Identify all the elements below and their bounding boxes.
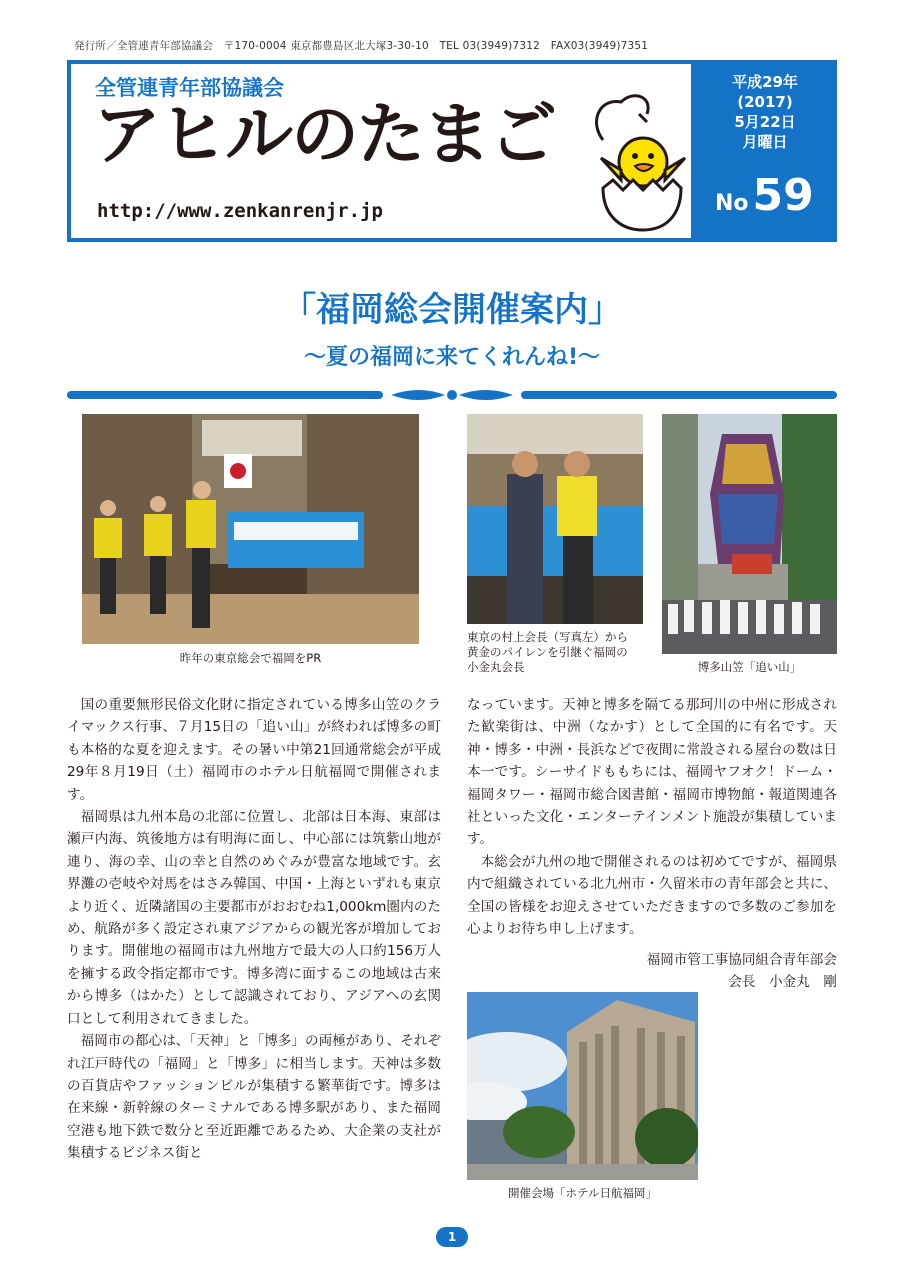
handover-photo: [467, 414, 643, 624]
date-era: 平成29年: [732, 73, 798, 91]
issue-value: 59: [752, 170, 814, 221]
paragraph-2: 福岡県は九州本島の北部に位置し、北部は日本海、東部は瀬戸内海、筑後地方は有明海に面し、中心部には筑紫山地が連り、海の幸、山の幸と自然のめぐみが豊富な地域です。玄界灘の壱岐や対馬をはさみ韓国、中国・上海といずれも東京より近く、近隣諸国の主要都市がおおむね1,000km圏内のため、航路が多く設定され東アジアからの観光客が増加しております。開催地の福岡市は九州地方で最大の人口約156万人を擁する政令指定都市です。博多湾に面するこの地域は古来から博多（はかた）として認識されており、アジアへの玄関口として利用されてきました。: [67, 809, 441, 1027]
section-divider: [67, 387, 837, 403]
issue-number: [715, 170, 814, 221]
paragraph-3: 福岡市の都心は、「天神」と「博多」の両極があり、それぞれ江戸時代の「福岡」と「博多」に相当します。天神は多数の百貨店やファッションビルが集積する繁華街です。博多は在来線・新幹線のターミナルである博多駅があり、また福岡空港も地下鉄で数分と至近距離であるため、大企業の支社が集積するビジネス街と: [67, 1033, 441, 1162]
paragraph-4: なっています。天神と博多を隔てる那珂川の中州に形成された歓楽街は、中洲（なかす）として全国的に有名です。天神・博多・中洲・長浜などで夜間に常設される屋台の数は日本一です。シーサイドももちには、福岡ヤフオク！ドーム・福岡タワー・福岡市総合図書館・福岡市博物館・報道関連各社といった文化・エンターテインメント施設が集積しています。: [467, 697, 837, 848]
article-subhead: ～夏の福岡に来てくれんね!～: [303, 345, 601, 370]
hotel-photo-caption: 開催会場「ホテル日航福岡」: [508, 1186, 657, 1200]
signature-name: 会長 小金丸 剛: [728, 974, 837, 990]
org-name: 全管連青年部協議会: [95, 76, 284, 100]
tokyo-photo-caption: 昨年の東京総会で福岡をPR: [179, 651, 322, 665]
chick-egg-icon: [581, 84, 693, 234]
date-day: 5月22日: [734, 113, 796, 131]
page-number: 1: [436, 1227, 468, 1247]
yamakasa-photo: [662, 414, 837, 654]
masthead-panel: [71, 64, 691, 238]
handover-caption-line-3: 小金丸会長: [467, 660, 525, 674]
website-url[interactable]: http://www.zenkanrenjr.jp: [97, 200, 383, 222]
issue-date: [697, 72, 833, 152]
article-body-right: [467, 694, 837, 940]
tokyo-convention-photo: [82, 414, 419, 644]
hotel-photo: [467, 992, 698, 1180]
handover-caption-line-1: 東京の村上会長（写真左）から: [467, 630, 628, 644]
handover-photo-caption: [467, 630, 653, 675]
article-body-left: [67, 694, 441, 1165]
paragraph-1: 国の重要無形民俗文化財に指定されている博多山笠のクライマックス行事、７月15日の「追い山」が終われば博多の町も本格的な夏を迎えます。その暑い中第21回通常総会が平成29年８月19日（土）福岡市のホテル日航福岡で開催されます。: [67, 697, 441, 803]
newsletter-title: アヒルのたまご: [93, 96, 556, 175]
yamakasa-photo-caption: 博多山笠「追い山」: [697, 660, 802, 674]
signature-org: 福岡市管工事協同組合青年部会: [646, 952, 837, 968]
date-weekday: 月曜日: [742, 133, 788, 151]
publisher-line: 発行所／全管連青年部協議会 〒170-0004 東京都豊島区北大塚3-30-10 TEL 03(3949)7312 FAX03(3949)7351: [74, 40, 649, 52]
article-headline: 「福岡総会開催案内」: [282, 290, 622, 330]
handover-caption-line-2: 黄金のパイレンを引継ぐ福岡の: [467, 645, 628, 659]
issue-prefix: No: [715, 191, 749, 216]
date-year: (2017): [737, 93, 793, 111]
masthead: [67, 60, 837, 242]
paragraph-5: 本総会が九州の地で開催されるのは初めてですが、福岡県内で組織されている北九州市・久留米市の青年部会と共に、全国の皆様をお迎えさせていただきますので多数のご参加を心よりお待ち申し上げます。: [467, 853, 837, 938]
